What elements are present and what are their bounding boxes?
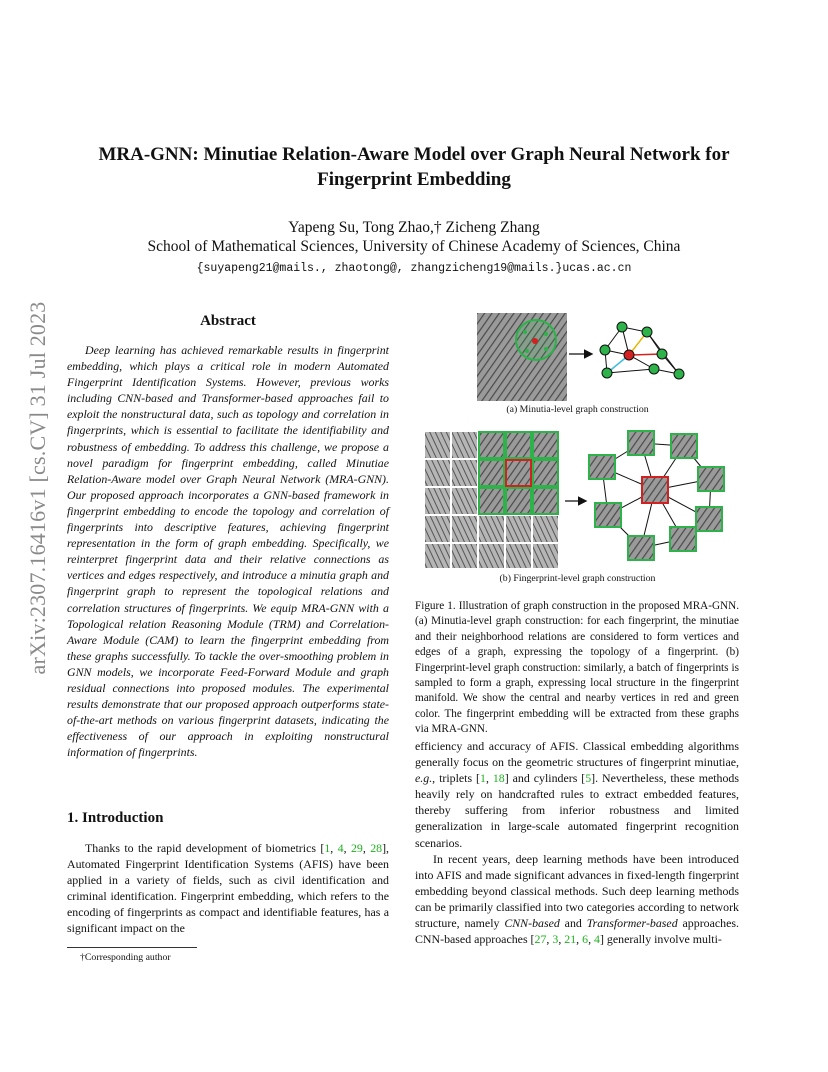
right-column-paragraph-1 (415, 738, 739, 851)
citation-link[interactable]: 4 (337, 841, 344, 855)
title-line-1: MRA-GNN: Minutiae Relation-Aware Model over Graph Neural Network for (98, 144, 730, 165)
citation-sep: , (588, 932, 595, 947)
citation-sep: , (485, 771, 493, 786)
minutia-fingerprint-image (477, 313, 567, 401)
text-run: ]. Nevertheless, these methods heavily rely on handcrafted rules to extract embedded features, thereby suffering from inferior robustness and limited generalization in large-scale automated fingerprint recognition scenarios. (415, 771, 739, 850)
citation-link[interactable]: 27 (534, 932, 547, 947)
title-line-2: Fingerprint Embedding (317, 169, 511, 190)
citation-sep: , (546, 932, 553, 947)
fingerprint-graph (589, 431, 724, 560)
paper-title (60, 142, 768, 192)
figure-caption-a: (a) Minutia-level graph construction (506, 404, 649, 415)
citation-link[interactable]: 1 (324, 841, 331, 855)
text-run: approaches. CNN-based approaches [ (415, 916, 739, 947)
text-run-italic: Transformer-based (586, 916, 678, 931)
citation-sep: , (330, 841, 338, 855)
citation-link[interactable]: 18 (492, 771, 505, 786)
minutia-graph (600, 322, 684, 379)
citation-link[interactable]: 28 (370, 841, 383, 855)
citation-link[interactable]: 6 (582, 932, 589, 947)
affiliation: School of Mathematical Sciences, University of Chinese Academy of Sciences, China (147, 238, 681, 255)
citation-link[interactable]: 4 (594, 932, 600, 947)
citation-sep: , (558, 932, 565, 947)
author-emails: {suyapeng21@mails., zhaotong@, zhangzicheng19@mails.}ucas.ac.cn (196, 262, 632, 275)
intro-text-a: Thanks to the rapid development of biometrics [ (85, 841, 325, 855)
text-run-italic: CNN-based (504, 916, 560, 931)
figure-1-caption: Figure 1. Illustration of graph construction in the proposed MRA-GNN. (a) Minutia-level graph construction: for each fingerprint, the minutiae and their neighborhood relations are considered to form vertices and edges of a graph, expressing the topology of a fingerprint. (b) Fingerprint-level graph construction: similarly, a batch of fingerprints is sampled to form a graph, expressing local structure in the fingerprint manifold. We show the central and nearby vertices in red and green color. The fingerprint embedding will be extracted from these graphs via MRA-GNN. (415, 600, 739, 736)
citation-link[interactable]: 29 (350, 841, 363, 855)
figure-1-graphic (415, 307, 740, 593)
text-run-italic: e.g. (415, 771, 433, 786)
text-run: efficiency and accuracy of AFIS. Classical embedding algorithms generally focus on the geometric structures of fingerprint minutiae, (415, 739, 739, 770)
citation-link[interactable]: 3 (552, 932, 559, 947)
author-list: Yapeng Su, Tong Zhao,† Zicheng Zhang (288, 219, 540, 236)
footnote-rule (67, 947, 197, 948)
citation-sep: , (343, 841, 351, 855)
citation-link[interactable]: 5 (585, 771, 592, 786)
footnote: †Corresponding author (80, 952, 171, 963)
abstract-text: Deep learning has achieved remarkable results in fingerprint embedding, which plays a critical role in modern Automated Fingerprint Identification Systems. However, previous works including CNN-based and Transformer-based approaches fail to exploit the nonstructural data, such as topology and correlation in fingerprints, which is essential to facilitate the identifiability and robustness of embedding. To address this challenge, we propose a novel paradigm for fingerprint embedding, called Minutiae Relation-Aware model over Graph Neural Network (MRA-GNN). Our proposed approach incorporates a GNN-based framework in fingerprint embedding to encode the topology and correlation of fingerprints into descriptive features, achieving fingerprint representation in the form of graph embedding. Specifically, we reinterpret fingerprint data and their relative connections as vertices and edges respectively, and introduce a minutia graph and fingerprint graph to represent the topological relations and correlation structures of fingerprints. We equip MRA-GNN with a Topological relation Reasoning Module (TRM) and Correlation-Aware Module (CAM) to learn the fingerprint embedding from these graphs successfully. To tackle the over-smoothing problem in GNN models, we incorporate Feed-Forward Module and graph residual connections into proposed modules. The experimental results demonstrate that our proposed approach outperforms state-of-the-art methods on various fingerprint datasets, indicating the effectiveness of our approach in exploiting nonstructural information of fingerprints. (67, 343, 389, 760)
figure-caption-b: (b) Fingerprint-level graph construction (499, 573, 656, 584)
intro-paragraph (67, 840, 389, 937)
citation-sep: , (576, 932, 583, 947)
citation-sep: , (362, 841, 371, 855)
text-run: , triplets [ (432, 771, 480, 786)
fingerprint-batch-grid (425, 432, 558, 568)
right-column-paragraph-2 (415, 851, 739, 948)
text-run: ] and cylinders [ (504, 771, 586, 786)
arxiv-id: arXiv:2307.16416v1 [cs.CV] 31 Jul 2023 (25, 301, 50, 675)
text-run: ] generally involve multi- (599, 932, 722, 947)
intro-text-b: ], Automated Fingerprint Identification Systems (AFIS) have been applied in a variety of fields, such as civil identification and criminal identification. Fingerprint embedding, which refers to the encoding of fingerprints as compact and identifiable features, has a significant impact on the (67, 841, 390, 936)
citation-link[interactable]: 21 (564, 932, 577, 947)
arxiv-stamp (8, 298, 68, 678)
citation-link[interactable]: 1 (480, 771, 486, 786)
section-heading-introduction: 1. Introduction (67, 810, 164, 826)
text-run: and (559, 916, 587, 931)
abstract-heading: Abstract (200, 313, 256, 329)
text-run: In recent years, deep learning methods have been introduced into AFIS and made significant advances in fixed-length fingerprint embedding beyond classical methods. Such deep learning methods can be primarily classified into two categories according to network structure, namely (415, 852, 739, 931)
